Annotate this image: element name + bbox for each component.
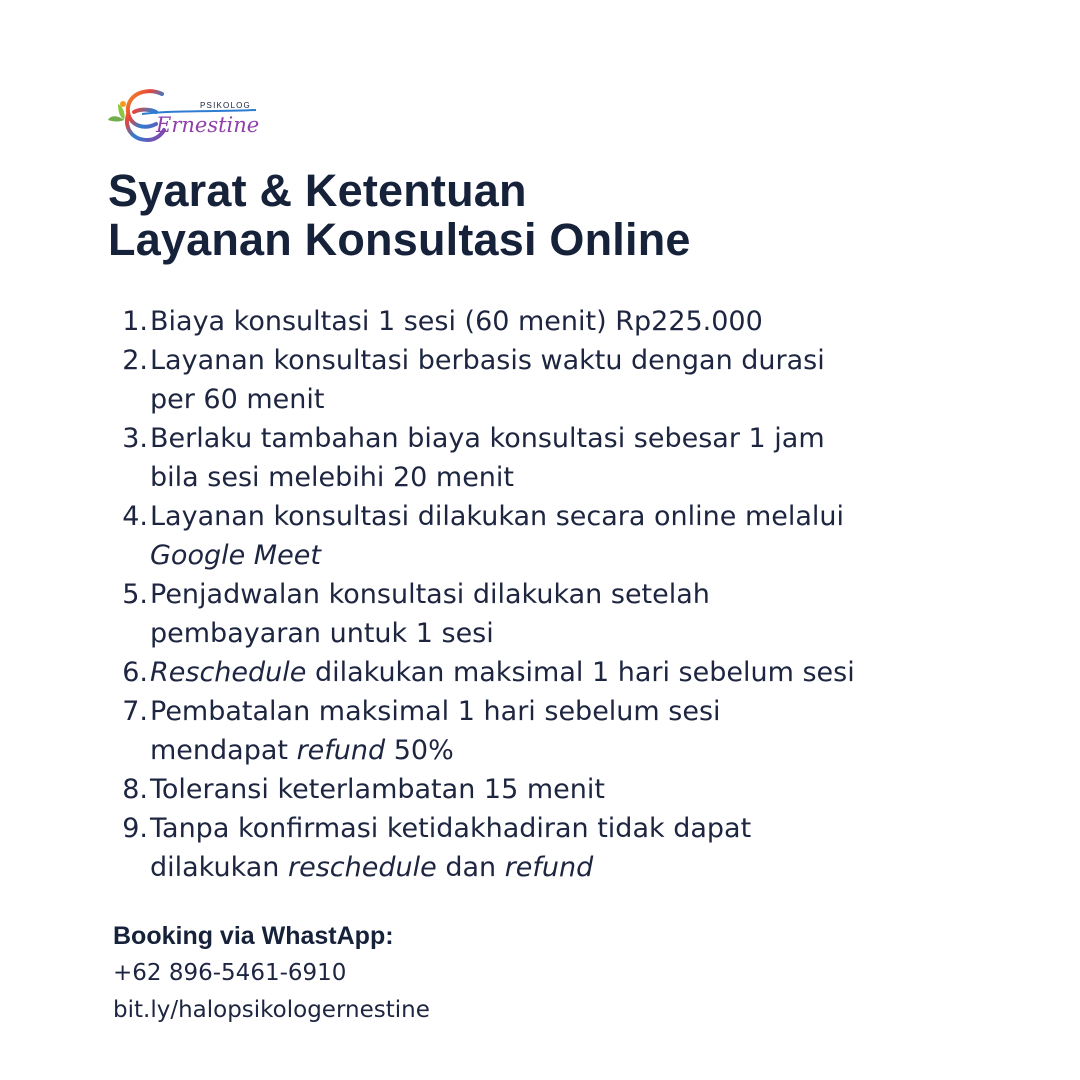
- term-text: [150, 770, 605, 809]
- term-text-part: per 60 menit: [150, 384, 325, 415]
- term-text: [150, 575, 710, 653]
- term-text-italic: reschedule: [288, 852, 437, 883]
- term-item: [112, 575, 892, 653]
- term-text: [150, 692, 721, 770]
- term-text-part: Tanpa konfirmasi ketidakhadiran tidak dapat: [150, 813, 752, 844]
- term-text-italic: refund: [504, 852, 594, 883]
- term-number: 9.: [122, 813, 148, 844]
- term-text-part: Berlaku tambahan biaya konsultasi sebesar 1 jam: [150, 423, 825, 454]
- term-text-part: pembayaran untuk 1 sesi: [150, 618, 494, 649]
- term-item: [112, 341, 892, 419]
- term-text-part: bila sesi melebihi 20 menit: [150, 462, 515, 493]
- brand-logo: [104, 84, 268, 148]
- term-text-part: dilakukan: [150, 852, 289, 883]
- booking-info: [113, 918, 430, 1029]
- term-number: 1.: [122, 306, 148, 337]
- term-text-part: 50%: [385, 735, 454, 766]
- logo-mark-icon: [104, 84, 268, 148]
- booking-phone[interactable]: +62 896-5461-6910: [113, 960, 347, 986]
- term-text-part: dilakukan maksimal 1 hari sebelum sesi: [306, 657, 855, 688]
- term-text-part: Toleransi keterlambatan 15 menit: [150, 774, 605, 805]
- term-text-part: Penjadwalan konsultasi dilakukan setelah: [150, 579, 710, 610]
- term-item: [112, 419, 892, 497]
- term-text-italic: Google Meet: [150, 540, 321, 571]
- booking-link[interactable]: bit.ly/halopsikologernestine: [113, 997, 430, 1023]
- logo-top-text: PSIKOLOG: [200, 101, 251, 110]
- term-text: [150, 653, 855, 692]
- term-item: [112, 653, 892, 692]
- term-number: 6.: [122, 657, 148, 688]
- term-text-part: Pembatalan maksimal 1 hari sebelum sesi: [150, 696, 721, 727]
- term-text-part: mendapat: [150, 735, 297, 766]
- term-text: [150, 497, 844, 575]
- term-text-part: dan: [436, 852, 505, 883]
- term-item: [112, 302, 892, 341]
- term-text: [150, 809, 751, 887]
- term-number: 3.: [122, 423, 148, 454]
- term-text-part: Layanan konsultasi berbasis waktu dengan durasi: [150, 345, 825, 376]
- term-item: [112, 692, 892, 770]
- term-number: 7.: [122, 696, 148, 727]
- term-text: [150, 341, 825, 419]
- term-text: [150, 419, 825, 497]
- term-text-part: Biaya konsultasi 1 sesi (60 menit) Rp225.000: [150, 306, 763, 337]
- booking-label: Booking via WhastApp:: [113, 922, 394, 950]
- term-item: [112, 770, 892, 809]
- term-number: 5.: [122, 579, 148, 610]
- logo-script-text: Ernestine: [156, 113, 260, 137]
- term-number: 8.: [122, 774, 148, 805]
- term-item: [112, 809, 892, 887]
- term-text-italic: Reschedule: [150, 657, 307, 688]
- term-number: 2.: [122, 345, 148, 376]
- term-text-part: Layanan konsultasi dilakukan secara online melalui: [150, 501, 845, 532]
- term-text-italic: refund: [296, 735, 386, 766]
- term-item: [112, 497, 892, 575]
- page-title: [108, 166, 691, 264]
- term-number: 4.: [122, 501, 148, 532]
- title-line-1: Syarat & Ketentuan: [108, 165, 527, 216]
- title-line-2: Layanan Konsultasi Online: [108, 214, 691, 265]
- terms-list: [112, 302, 892, 887]
- term-text: [150, 302, 763, 341]
